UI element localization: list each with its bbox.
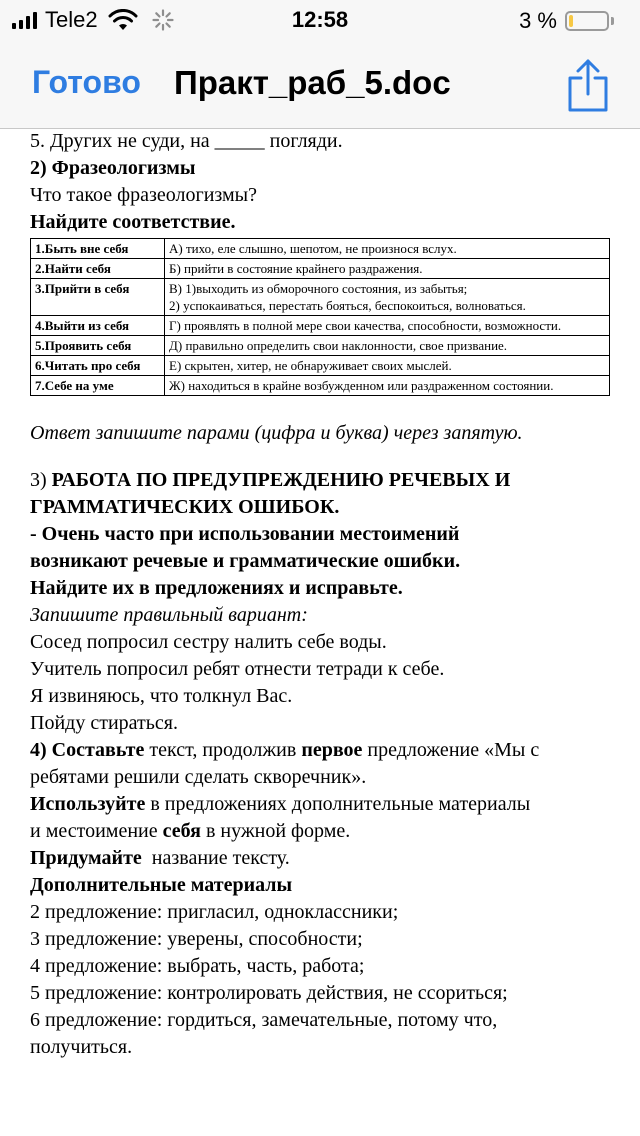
- table-row: [31, 279, 610, 316]
- table-cell-meaning: Б) прийти в состояние крайнего раздражения.: [165, 259, 610, 279]
- table-cell-phrase: 7.Себе на уме: [31, 376, 165, 396]
- proverb-line: 5. Других не суди, на _____ погляди.: [30, 130, 343, 152]
- table-cell-meaning: Г) проявлять в полной мере свои качества, способности, возможности.: [165, 316, 610, 336]
- table-row: [31, 316, 610, 336]
- section3-title: РАБОТА ПО ПРЕДУПРЕЖДЕНИЮ РЕЧЕВЫХ И: [51, 469, 511, 491]
- table-cell-phrase: 2.Найти себя: [31, 259, 165, 279]
- material-item: получиться.: [30, 1036, 133, 1058]
- task4-use-rest: в предложениях дополнительные материалы: [145, 793, 531, 815]
- match-heading: Найдите соответствие.: [30, 211, 236, 233]
- task4-line3: [30, 791, 620, 818]
- table-cell-meaning: А) тихо, еле слышно, шепотом, не произнося вслух.: [165, 239, 610, 259]
- task4-text-a: текст, продолжив: [144, 739, 302, 761]
- sentence-item: Сосед попросил сестру налить себе воды.: [30, 631, 387, 653]
- done-button[interactable]: Готово: [32, 64, 141, 100]
- battery-icon: [565, 11, 609, 31]
- document-title: Практ_раб_5.doc: [174, 64, 451, 101]
- table-cell-phrase: 1.Быть вне себя: [31, 239, 165, 259]
- matching-table: [30, 238, 610, 396]
- task4-first: первое: [301, 739, 363, 761]
- task4-invent-rest: название тексту.: [141, 847, 290, 869]
- material-item: 2 предложение: пригласил, одноклассники;: [30, 901, 399, 923]
- share-icon[interactable]: [566, 58, 610, 112]
- material-item: 4 предложение: выбрать, часть, работа;: [30, 955, 365, 977]
- sentence-item: Учитель попросил ребят отнести тетради к себе.: [30, 658, 445, 680]
- table-cell-phrase: 6.Читать про себя: [31, 356, 165, 376]
- table-cell-meaning: Д) правильно определить свои наклонности, свое призвание.: [165, 336, 610, 356]
- task4-pron-a: и местоимение: [30, 820, 163, 842]
- section3-number: 3): [30, 469, 52, 491]
- status-bar: [0, 0, 640, 40]
- task4-pron-c: в нужной форме.: [200, 820, 351, 842]
- table-row: [31, 239, 610, 259]
- question-text: Что такое фразеологизмы?: [30, 184, 257, 206]
- section2-heading: 2) Фразеологизмы: [30, 157, 196, 179]
- write-correct-note: Запишите правильный вариант:: [30, 604, 308, 626]
- task4-line2: ребятами решили сделать скворечник».: [30, 766, 367, 788]
- table-cell-phrase: 3.Прийти в себя: [31, 279, 165, 316]
- navigation-bar: [0, 40, 640, 129]
- intro-line1: - Очень часто при использовании местоимений: [30, 523, 460, 545]
- status-time: 12:58: [291, 7, 349, 32]
- sentence-item: Я извиняюсь, что толкнул Вас.: [30, 685, 293, 707]
- task4-compose: Составьте: [51, 739, 145, 761]
- battery-tip: [611, 17, 614, 25]
- material-item: 5 предложение: контролировать действия, не ссориться;: [30, 982, 508, 1004]
- table-row: [31, 356, 610, 376]
- answer-instruction: Ответ запишите парами (цифра и буква) через запятую.: [30, 422, 523, 444]
- section3-heading-line1: [30, 467, 620, 494]
- intro-line2: возникают речевые и грамматические ошибки.: [30, 550, 461, 572]
- table-cell-phrase: 5.Проявить себя: [31, 336, 165, 356]
- intro-line3: Найдите их в предложениях и исправьте.: [30, 577, 403, 599]
- table-cell-meaning: В) 1)выходить из обморочного состояния, из забытья; 2) успокаиваться, перестать бояться, беспокоиться, волноваться.: [165, 279, 610, 316]
- section3-heading-line2: ГРАММАТИЧЕСКИХ ОШИБОК.: [30, 496, 340, 518]
- table-cell-meaning: Е) скрытен, хитер, не обнаруживает своих мыслей.: [165, 356, 610, 376]
- table-row: [31, 259, 610, 279]
- document-content: [30, 128, 620, 1061]
- task4-line5: [30, 845, 620, 872]
- task4-text-b: предложение «Мы с: [362, 739, 540, 761]
- task4-pron-b: себя: [162, 820, 201, 842]
- material-item: 6 предложение: гордиться, замечательные, потому что,: [30, 1009, 498, 1031]
- table-cell-meaning: Ж) находиться в крайне возбужденном или раздраженном состоянии.: [165, 376, 610, 396]
- carrier-name: Tele2: [45, 7, 98, 32]
- materials-heading: Дополнительные материалы: [30, 874, 293, 896]
- table-cell-phrase: 4.Выйти из себя: [31, 316, 165, 336]
- task4-number: 4): [30, 739, 52, 761]
- battery-percent: 3 %: [519, 8, 557, 33]
- task4-use: Используйте: [30, 793, 146, 815]
- table-row: [31, 336, 610, 356]
- task4-invent: Придумайте: [30, 847, 142, 869]
- material-item: 3 предложение: уверены, способности;: [30, 928, 363, 950]
- table-row: [31, 376, 610, 396]
- task4-line4: [30, 818, 620, 845]
- task4-line1: [30, 737, 620, 764]
- sentence-item: Пойду стираться.: [30, 712, 178, 734]
